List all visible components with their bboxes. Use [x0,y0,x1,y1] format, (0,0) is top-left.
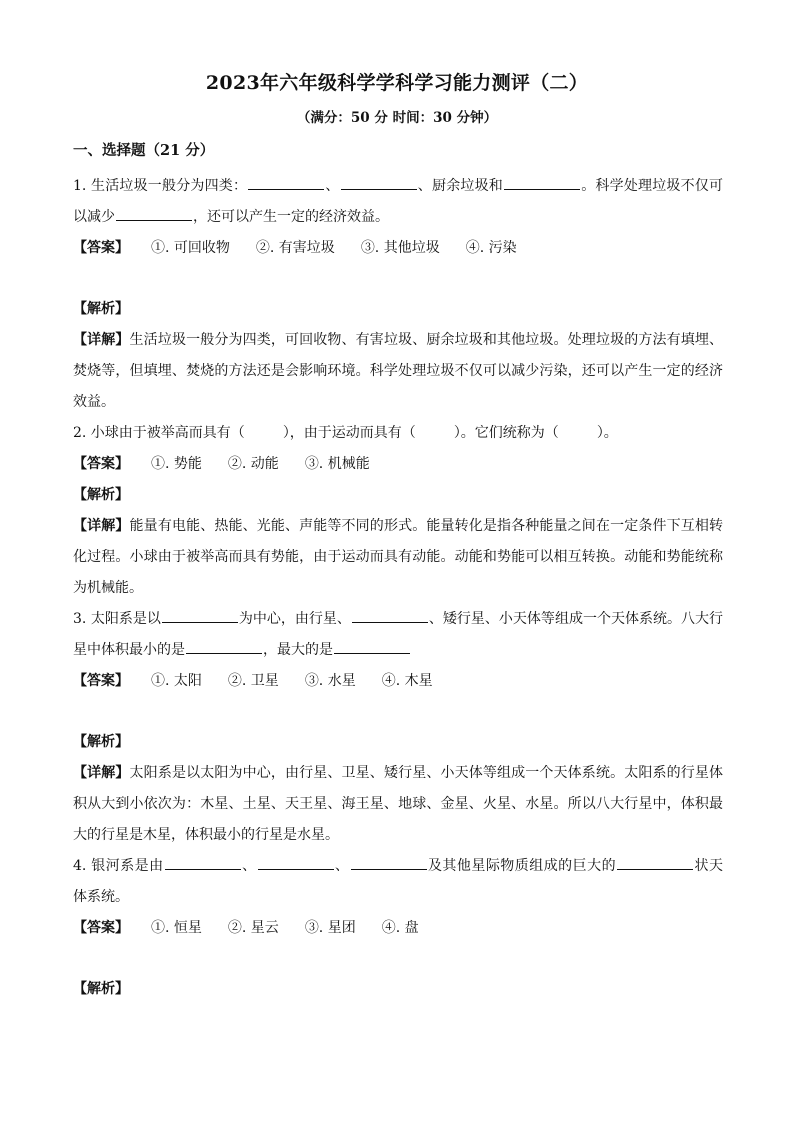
question-1 [73,171,723,418]
fill-blank [165,855,241,870]
answer-row [73,913,723,944]
answer-item: ②. 卫星 [227,673,279,689]
answer-row [73,666,723,697]
answer-item: ①. 太阳 [151,673,202,689]
detail-text: 【详解】生活垃圾一般分为四类，可回收物、有害垃圾、厨余垃圾和其他垃圾。处理垃圾的方法有填埋、焚烧等，但填埋、焚烧的方法还是会影响环境。科学处理垃圾不仅可以减少污染，还可以产生一定的经济效益。 [73,332,724,410]
page-title: 2023年六年级科学学科学习能力测评（二） [205,72,589,94]
answer-item: ④. 盘 [381,920,419,936]
page-subtitle: （满分：50 分 时间：30 分钟） [296,110,498,126]
fill-blank [248,175,324,190]
analysis-label: 【解析】 [73,734,129,750]
answer-item: ①. 势能 [151,456,202,472]
detail-text: 【详解】太阳系是以太阳为中心，由行星、卫星、矮行星、小天体等组成一个天体系统。太阳系的行星体积从大到小依次为：木星、土星、天王星、海王星、地球、金星、火星、水星。所以八大行星中，体积最大的行星是木星，体积最小的行星是水星。 [73,765,724,843]
fill-blank [351,855,427,870]
fill-blank [352,608,428,623]
answer-item: ①. 可回收物 [151,240,230,256]
question-text: 4. 银河系是由 、 、 及其他星际物质组成的巨大的 状天体系统。 [73,851,723,913]
analysis-label: 【解析】 [73,487,129,503]
fill-blank [162,608,238,623]
answer-item: ②. 有害垃圾 [255,240,335,256]
fill-blank [504,175,580,190]
detail-text: 【详解】能量有电能、热能、光能、声能等不同的形式。能量转化是指各种能量之间在一定条件下互相转化过程。小球由于被举高而具有势能，由于运动而具有动能。动能和势能可以相互转换。动能和势能统称为机械能。 [73,518,724,596]
analysis-label: 【解析】 [73,301,129,317]
answer-row [73,233,723,264]
fill-blank [617,855,693,870]
document-content [73,140,723,1005]
question-4 [73,851,723,1005]
answer-row [73,449,723,480]
fill-blank [334,639,410,654]
answer-label: 【答案】 [73,673,129,689]
answer-item: ③. 星团 [304,920,356,936]
fill-blank [186,639,262,654]
detail-label: 【详解】 [73,765,130,781]
detail-label: 【详解】 [73,332,130,348]
answer-item: ①. 恒星 [151,920,202,936]
question-3 [73,604,723,851]
fill-blank [116,206,192,221]
answer-label: 【答案】 [73,240,129,256]
detail-label: 【详解】 [73,518,130,534]
answer-item: ④. 木星 [381,673,433,689]
answer-item: ④. 污染 [465,240,517,256]
question-2 [73,418,723,604]
section-heading: 一、选择题（21 分） [73,142,215,159]
answer-item: ③. 其他垃圾 [360,240,440,256]
answer-item: ③. 水星 [304,673,356,689]
question-text: 2. 小球由于被举高而具有（ ），由于运动而具有（ ）。它们统称为（ ）。 [73,425,618,441]
fill-blank [341,175,417,190]
question-text: 1. 生活垃圾一般分为四类： 、 、厨余垃圾和 。科学处理垃圾不仅可以减少 ，还可以产生一定的经济效益。 [73,171,723,233]
analysis-label: 【解析】 [73,981,129,997]
answer-item: ②. 动能 [227,456,279,472]
answer-label: 【答案】 [73,920,129,936]
question-text: 3. 太阳系是以 为中心，由行星、 、矮行星、小天体等组成一个天体系统。八大行星中体积最小的是 ，最大的是 [73,604,723,666]
fill-blank [258,855,334,870]
answer-item: ②. 星云 [227,920,279,936]
answer-item: ③. 机械能 [304,456,370,472]
answer-label: 【答案】 [73,456,129,472]
